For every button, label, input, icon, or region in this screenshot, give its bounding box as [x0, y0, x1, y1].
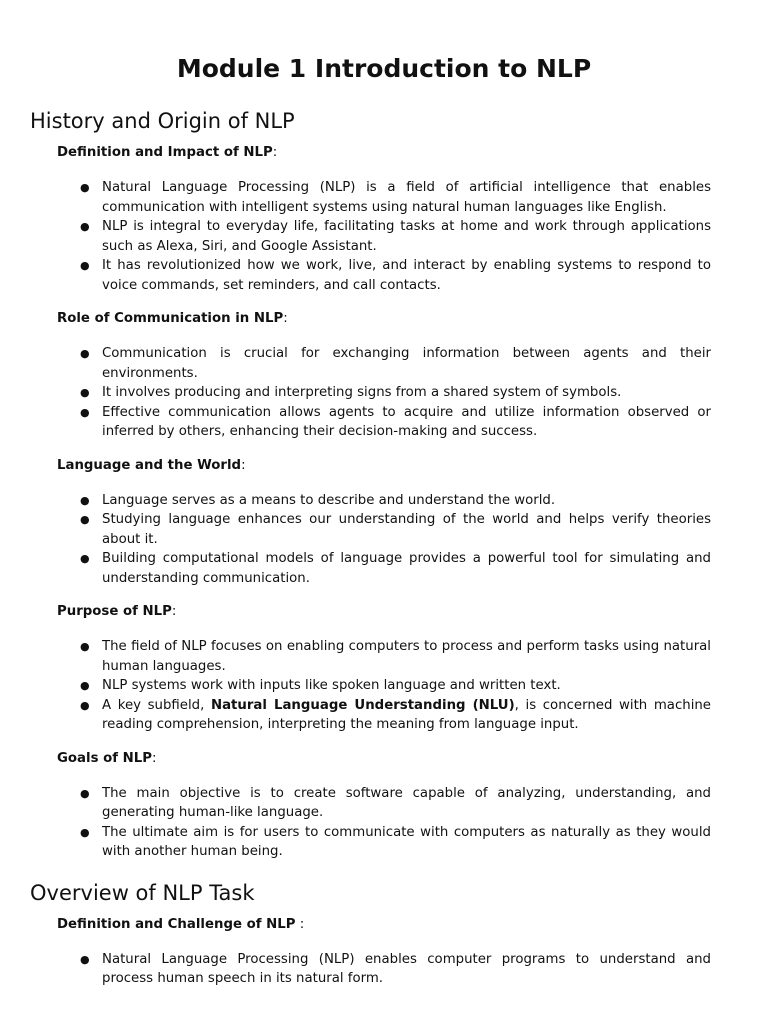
bullet-list: [30, 637, 711, 735]
bullet-list: [30, 491, 711, 589]
subsection-purpose: [30, 602, 711, 735]
bullet-icon: ●: [80, 220, 90, 233]
bullet-icon: ●: [80, 405, 90, 419]
list-item: ● The field of NLP focuses on enabling computers to process and perform tasks using natural human languages.: [80, 639, 711, 674]
list-item: ● The ultimate aim is for users to communicate with computers as naturally as they would with another human being.: [80, 824, 711, 859]
list-item: ● NLP is integral to everyday life, facilitating tasks at home and work through applications such as Alexa, Siri, and Google Assistant.: [80, 219, 711, 254]
list-item: ● Natural Language Processing (NLP) is a field of artificial intelligence that enables communication with intelligent systems using natural human languages like English.: [80, 180, 711, 215]
subsection-label: Language and the World:: [57, 457, 246, 473]
list-item: ● Building computational models of language provides a powerful tool for simulating and understanding communication.: [80, 551, 711, 586]
section-heading-history: History and Origin of NLP: [30, 109, 295, 133]
bullet-icon: ●: [80, 640, 90, 653]
list-item: ● The main objective is to create software capable of analyzing, understanding, and generating human-like language.: [80, 785, 711, 820]
bullet-icon: ●: [80, 513, 90, 526]
bullet-icon: ●: [80, 679, 90, 692]
bullet-list: [30, 178, 711, 295]
list-item: ● It involves producing and interpreting signs from a shared system of symbols.: [102, 383, 711, 403]
subsection-role-communication: [30, 309, 711, 442]
bullet-list: [30, 784, 711, 862]
bullet-icon: ●: [80, 786, 90, 800]
list-item: ● It has revolutionized how we work, live, and interact by enabling systems to respond to voice commands, set reminders, and call contacts.: [80, 258, 711, 293]
page-title: Module 1 Introduction to NLP: [176, 54, 592, 83]
list-item: ● A key subfield, Natural Language Understanding (NLU), is concerned with machine reading comprehension, interpreting the meaning from language input.: [80, 697, 711, 732]
nlu-term: Natural Language Understanding (NLU): [210, 697, 515, 713]
bullet-icon: ●: [80, 552, 90, 565]
bullet-icon: ●: [80, 493, 90, 507]
subsection-definition-challenge: [30, 915, 711, 989]
bullet-list: [30, 950, 711, 989]
list-item: ● Communication is crucial for exchanging information between agents and their environments.: [80, 346, 711, 381]
section-heading-overview: Overview of NLP Task: [30, 880, 255, 905]
subsection-label: Goals of NLP:: [57, 750, 157, 766]
subsection-label: Definition and Challenge of NLP :: [57, 916, 305, 932]
list-item: ● Studying language enhances our understanding of the world and helps verify theories about it.: [80, 512, 711, 547]
bullet-list: [30, 344, 711, 442]
list-item: ● Effective communication allows agents to acquire and utilize information observed or inferred by others, enhancing their decision-making and success.: [80, 404, 711, 439]
subsection-label: Purpose of NLP:: [57, 604, 177, 619]
list-item: ● Language serves as a means to describe and understand the world.: [102, 491, 711, 511]
bullet-icon: ●: [80, 347, 90, 360]
bullet-icon: ●: [80, 181, 90, 194]
bullet-icon: ●: [80, 259, 90, 272]
subsection-goals: [30, 749, 711, 862]
subsection-label: Role of Communication in NLP:: [57, 311, 288, 326]
bullet-icon: ●: [80, 386, 90, 399]
bullet-icon: ●: [80, 952, 90, 966]
subsection-definition-impact: [30, 143, 711, 295]
subsection-label: Definition and Impact of NLP:: [57, 145, 278, 160]
bullet-icon: ●: [80, 698, 90, 712]
list-item: ● NLP systems work with inputs like spoken language and written text.: [102, 676, 711, 696]
list-item: ● Natural Language Processing (NLP) enables computer programs to understand and process human speech in its natural form.: [80, 951, 711, 986]
subsection-language-world: [30, 456, 711, 589]
bullet-icon: ●: [80, 825, 90, 839]
